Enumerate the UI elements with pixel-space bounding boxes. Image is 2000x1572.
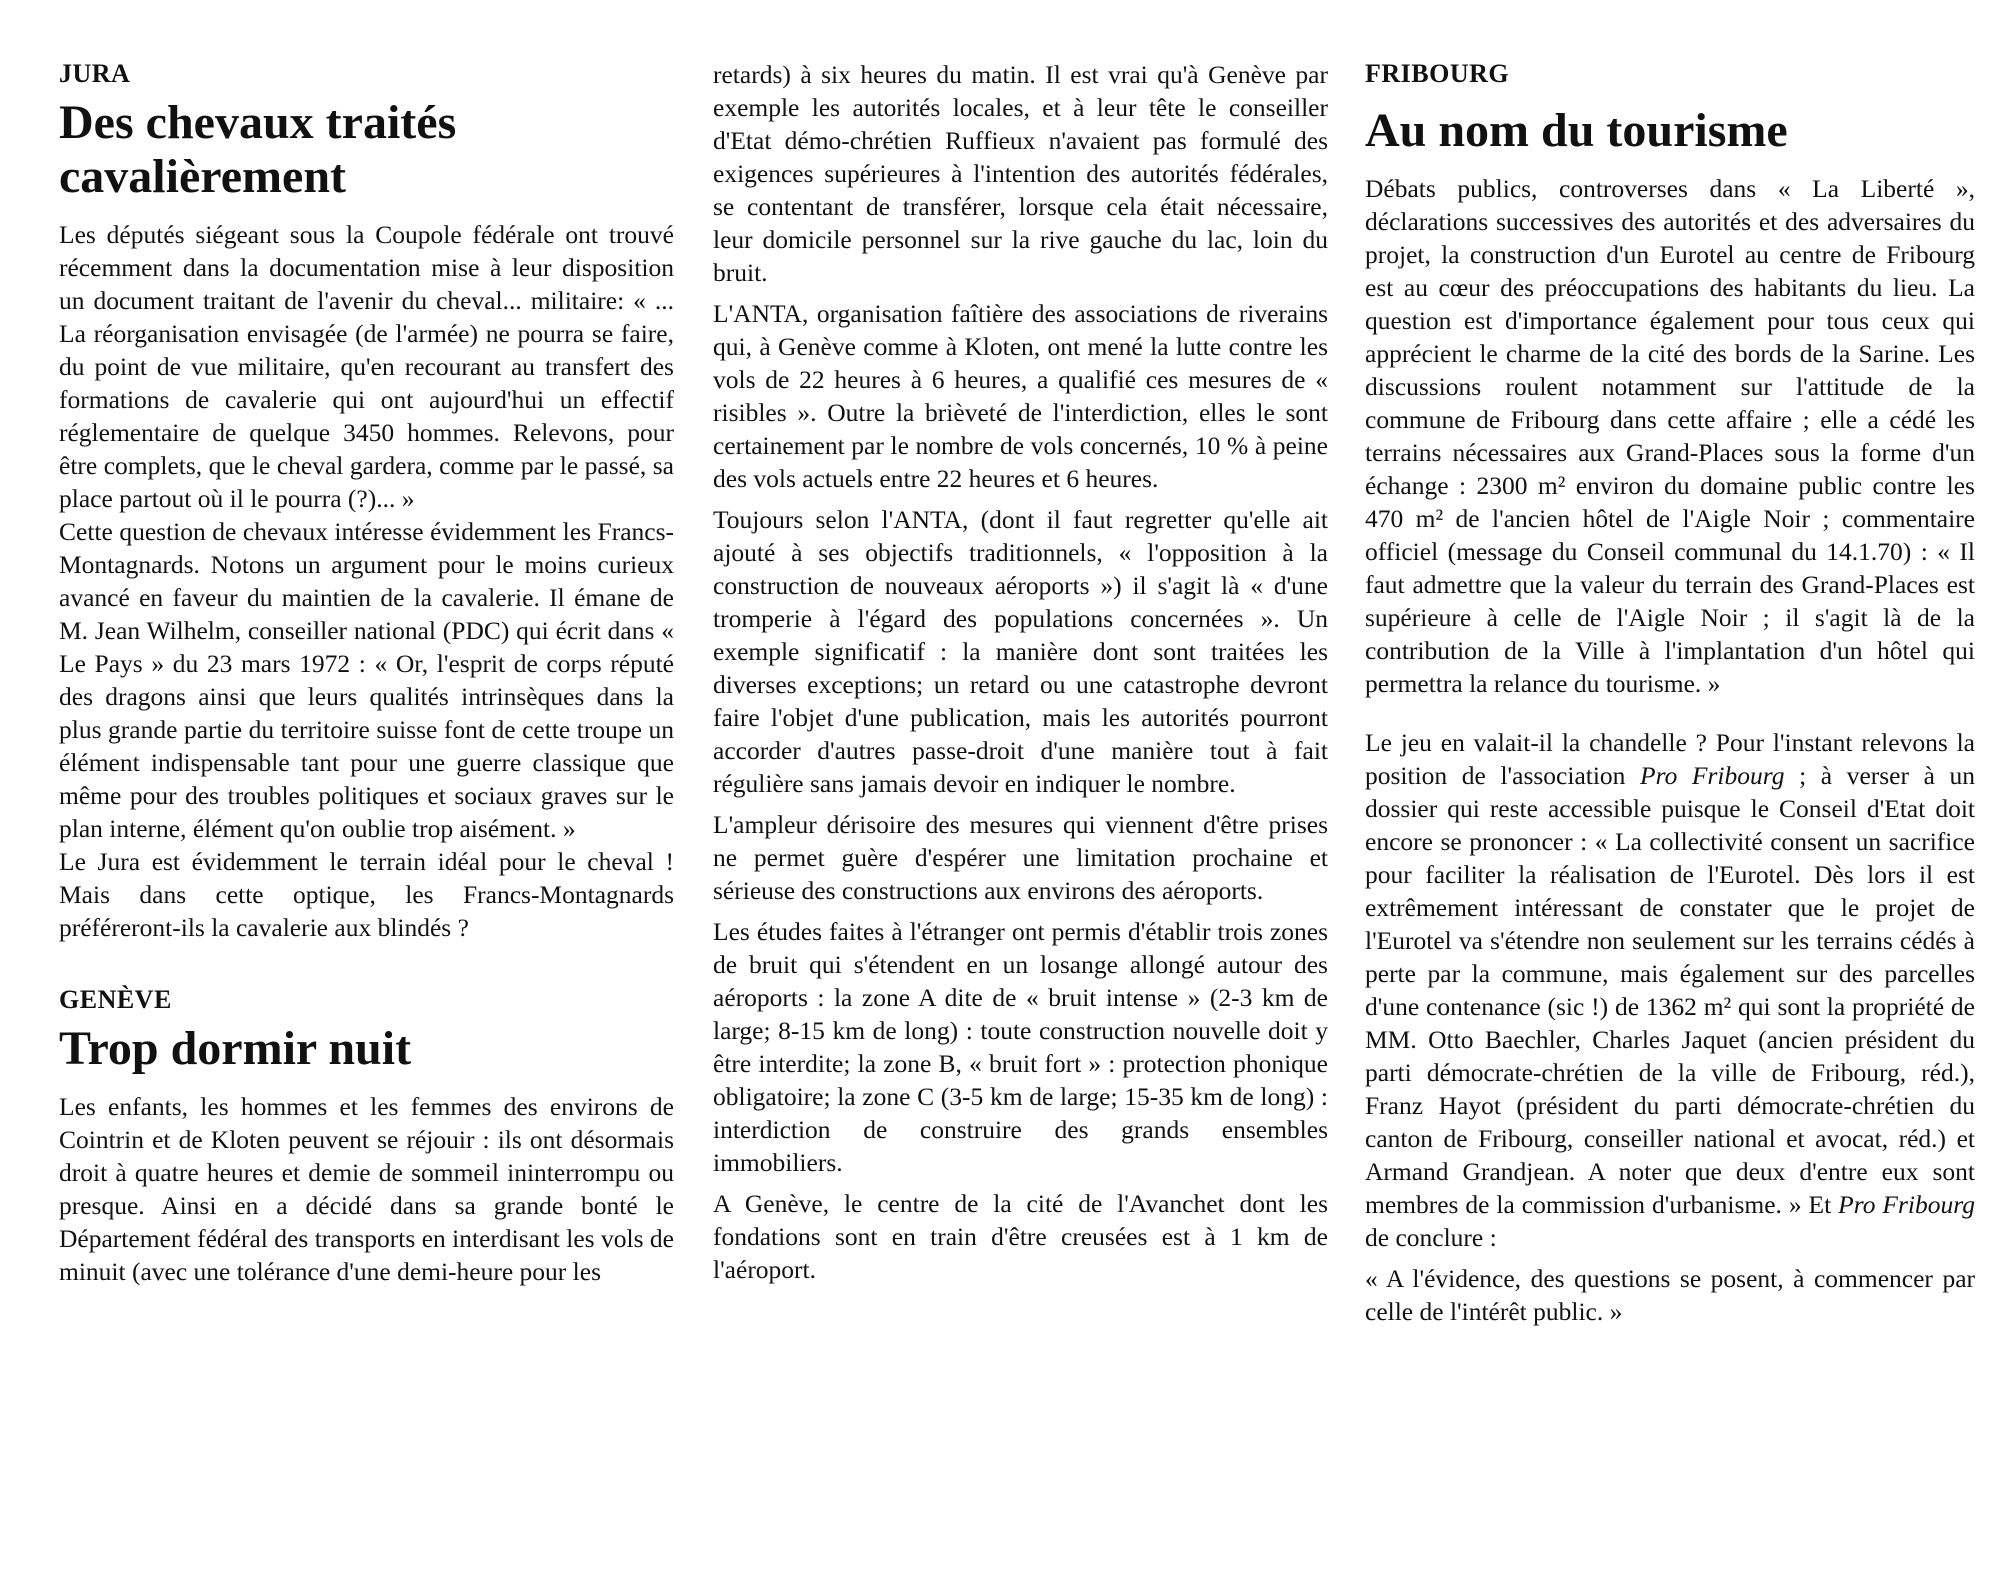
text-run: Le jeu en valait-il la chandelle ? Pour l'instant relevons la position de l'association [1365, 728, 1975, 790]
column-left [59, 58, 674, 1288]
paragraph: « A l'évidence, des questions se posent, à commencer par celle de l'intérêt public. » [1365, 1264, 1975, 1326]
column-middle [713, 58, 1328, 1286]
column-right [1365, 58, 1975, 1328]
paragraph: Le Jura est évidemment le terrain idéal pour le cheval ! Mais dans cette optique, les Francs-Montagnards préféreront-ils la cavalerie aux blindés ? [59, 847, 674, 942]
paragraph: Les études faites à l'étranger ont permis d'établir trois zones de bruit qui s'étendent en un losange allongé autour des aéroports : la zone A dite de « bruit intense » (2-3 km de large; 8-15 km de long) : toute construction nouvelle doit y être interdite; la zone B, « bruit fort » : protection phonique obligatoire; la zone C (3-5 km de large; 15-35 km de long) : interdiction de construire des grands ensembles immobiliers. [713, 917, 1328, 1177]
paragraph: Les enfants, les hommes et les femmes des environs de Cointrin et de Kloten peuvent se réjouir : ils ont désormais droit à quatre heures et demie de sommeil ininterrompu ou presque. Ainsi en a décidé dans sa grande bonté le Département fédéral des transports en interdisant les vols de minuit (avec une tolérance d'une demi-heure pour les [59, 1092, 674, 1286]
italic-name: Pro Fribourg [1640, 761, 1785, 790]
paragraph: Débats publics, controverses dans « La Liberté », déclarations successives des autorités et des adversaires du projet, la construction d'un Eurotel au centre de Fribourg est au cœur des préoccupations des habitants du lieu. La question est d'importance également pour tous ceux qui apprécient le charme de la cité des bords de la Sarine. Les discussions roulent notamment sur l'attitude de la commune de Fribourg dans cette affaire ; elle a cédé les terrains nécessaires aux Grand-Places sous la forme d'un échange : 2300 m² environ du domaine public contre les 470 m² de l'ancien hôtel de l'Aigle Noir ; commentaire officiel (message du Conseil communal du 14.1.70) : « Il faut admettre que la valeur du terrain des Grand-Places est supérieure à celle de l'Aigle Noir ; il s'agit là de la contribution de la Ville à l'implantation d'un hôtel qui permettra la relance du tourisme. » [1365, 174, 1975, 698]
paragraph: Toujours selon l'ANTA, (dont il faut regretter qu'elle ait ajouté à ses objectifs traditionnels, « l'opposition à la construction de nouveaux aéroports ») il s'agit là « d'une tromperie à l'égard des populations concernées ». Un exemple significatif : la manière dont sont traitées les diverses exceptions; un retard ou une catastrophe devront faire l'objet d'une publication, mais les autorités pourront accorder d'autres passe-droit d'une manière tout à fait régulière sans jamais devoir en indiquer le nombre. [713, 505, 1328, 798]
paragraph: Cette question de chevaux intéresse évidemment les Francs-Montagnards. Notons un argument pour le moins curieux avancé en faveur du maintien de la cavalerie. Il émane de M. Jean Wilhelm, conseiller national (PDC) qui écrit dans « Le Pays » du 23 mars 1972 : « Or, l'esprit de corps réputé des dragons ainsi que leurs qualités intrinsèques dans la plus grande partie du territoire suisse font de cette troupe un élément indispensable tant pour une guerre classique que même pour des troubles politiques et sociaux graves sur le plan interne, élément qu'on oublie trop aisément. » [59, 517, 674, 843]
text-run: ; à verser à un dossier qui reste accessible puisque le Conseil d'Etat doit encore se prononcer : « La collectivité consent un sacrifice pour faciliter la réalisation de l'Eurotel. Dès lors il est extrêmement intéressant de constater que le projet de l'Eurotel va s'étendre non seulement sur les terrains cédés à perte par la commune, mais également sur des parcelles d'une contenance (sic !) de 1362 m² qui sont la propriété de MM. Otto Baechler, Charles Jaquet (ancien président du parti démocrate-chrétien de la ville de Fribourg, réd.), Franz Hayot (président du parti démocrate-chrétien du canton de Fribourg, conseiller national et avocat, réd.) et Armand Grandjean. A noter que deux d'entre eux sont membres de la commission d'urbanisme. » Et [1365, 761, 1976, 1219]
article-geneve [59, 984, 674, 1288]
italic-name: Pro Fribourg [1838, 1190, 1975, 1219]
paragraph [1365, 726, 1975, 1254]
section-kicker-fribourg: FRIBOURG [1365, 59, 1510, 88]
paragraph: L'ANTA, organisation faîtière des associations de riverains qui, à Genève comme à Kloten, ont mené la lutte contre les vols de 22 heures à 6 heures, a qualifié ces mesures de « risibles ». Outre la brièveté de l'interdiction, elles le sont certainement par le nombre de vols concernés, 10 % à peine des vols actuels entre 22 heures et 6 heures. [713, 299, 1328, 493]
section-kicker-jura: JURA [59, 59, 131, 88]
paragraph: L'ampleur dérisoire des mesures qui viennent d'être prises ne permet guère d'espérer une limitation prochaine et sérieuse des constructions aux environs des aéroports. [713, 810, 1328, 905]
article-jura [59, 58, 674, 944]
paragraph: A Genève, le centre de la cité de l'Avanchet dont les fondations sont en train d'être creusées est à 1 km de l'aéroport. [713, 1189, 1328, 1284]
paragraph: Les députés siégeant sous la Coupole fédérale ont trouvé récemment dans la documentation mise à leur disposition un document traitant de l'avenir du cheval... militaire: « ... La réorganisation envisagée (de l'armée) ne pourra se faire, du point de vue militaire, qu'en recourant au transfert des formations de cavalerie qui ont aujourd'hui un effectif réglementaire de quelque 3450 hommes. Relevons, pour être complets, que le cheval gardera, comme par le passé, sa place partout où il le pourra (?)... » [59, 220, 674, 513]
paragraph: retards) à six heures du matin. Il est vrai qu'à Genève par exemple les autorités locales, et à leur tête le conseiller d'Etat démo-chrétien Ruffieux n'avaient pas formulé des exigences supérieures à l'intention des autorités fédérales, se contentant de transférer, lorsque cela était nécessaire, leur domicile personnel sur la rive gauche du lac, loin du bruit. [713, 60, 1328, 287]
text-run: de conclure : [1365, 1223, 1497, 1252]
headline-geneve: Trop dormir nuit [59, 1022, 412, 1075]
headline-jura: Des chevaux traités cavalièrement [59, 96, 457, 203]
section-kicker-geneve: GENÈVE [59, 985, 172, 1014]
headline-fribourg: Au nom du tourisme [1365, 104, 1788, 157]
